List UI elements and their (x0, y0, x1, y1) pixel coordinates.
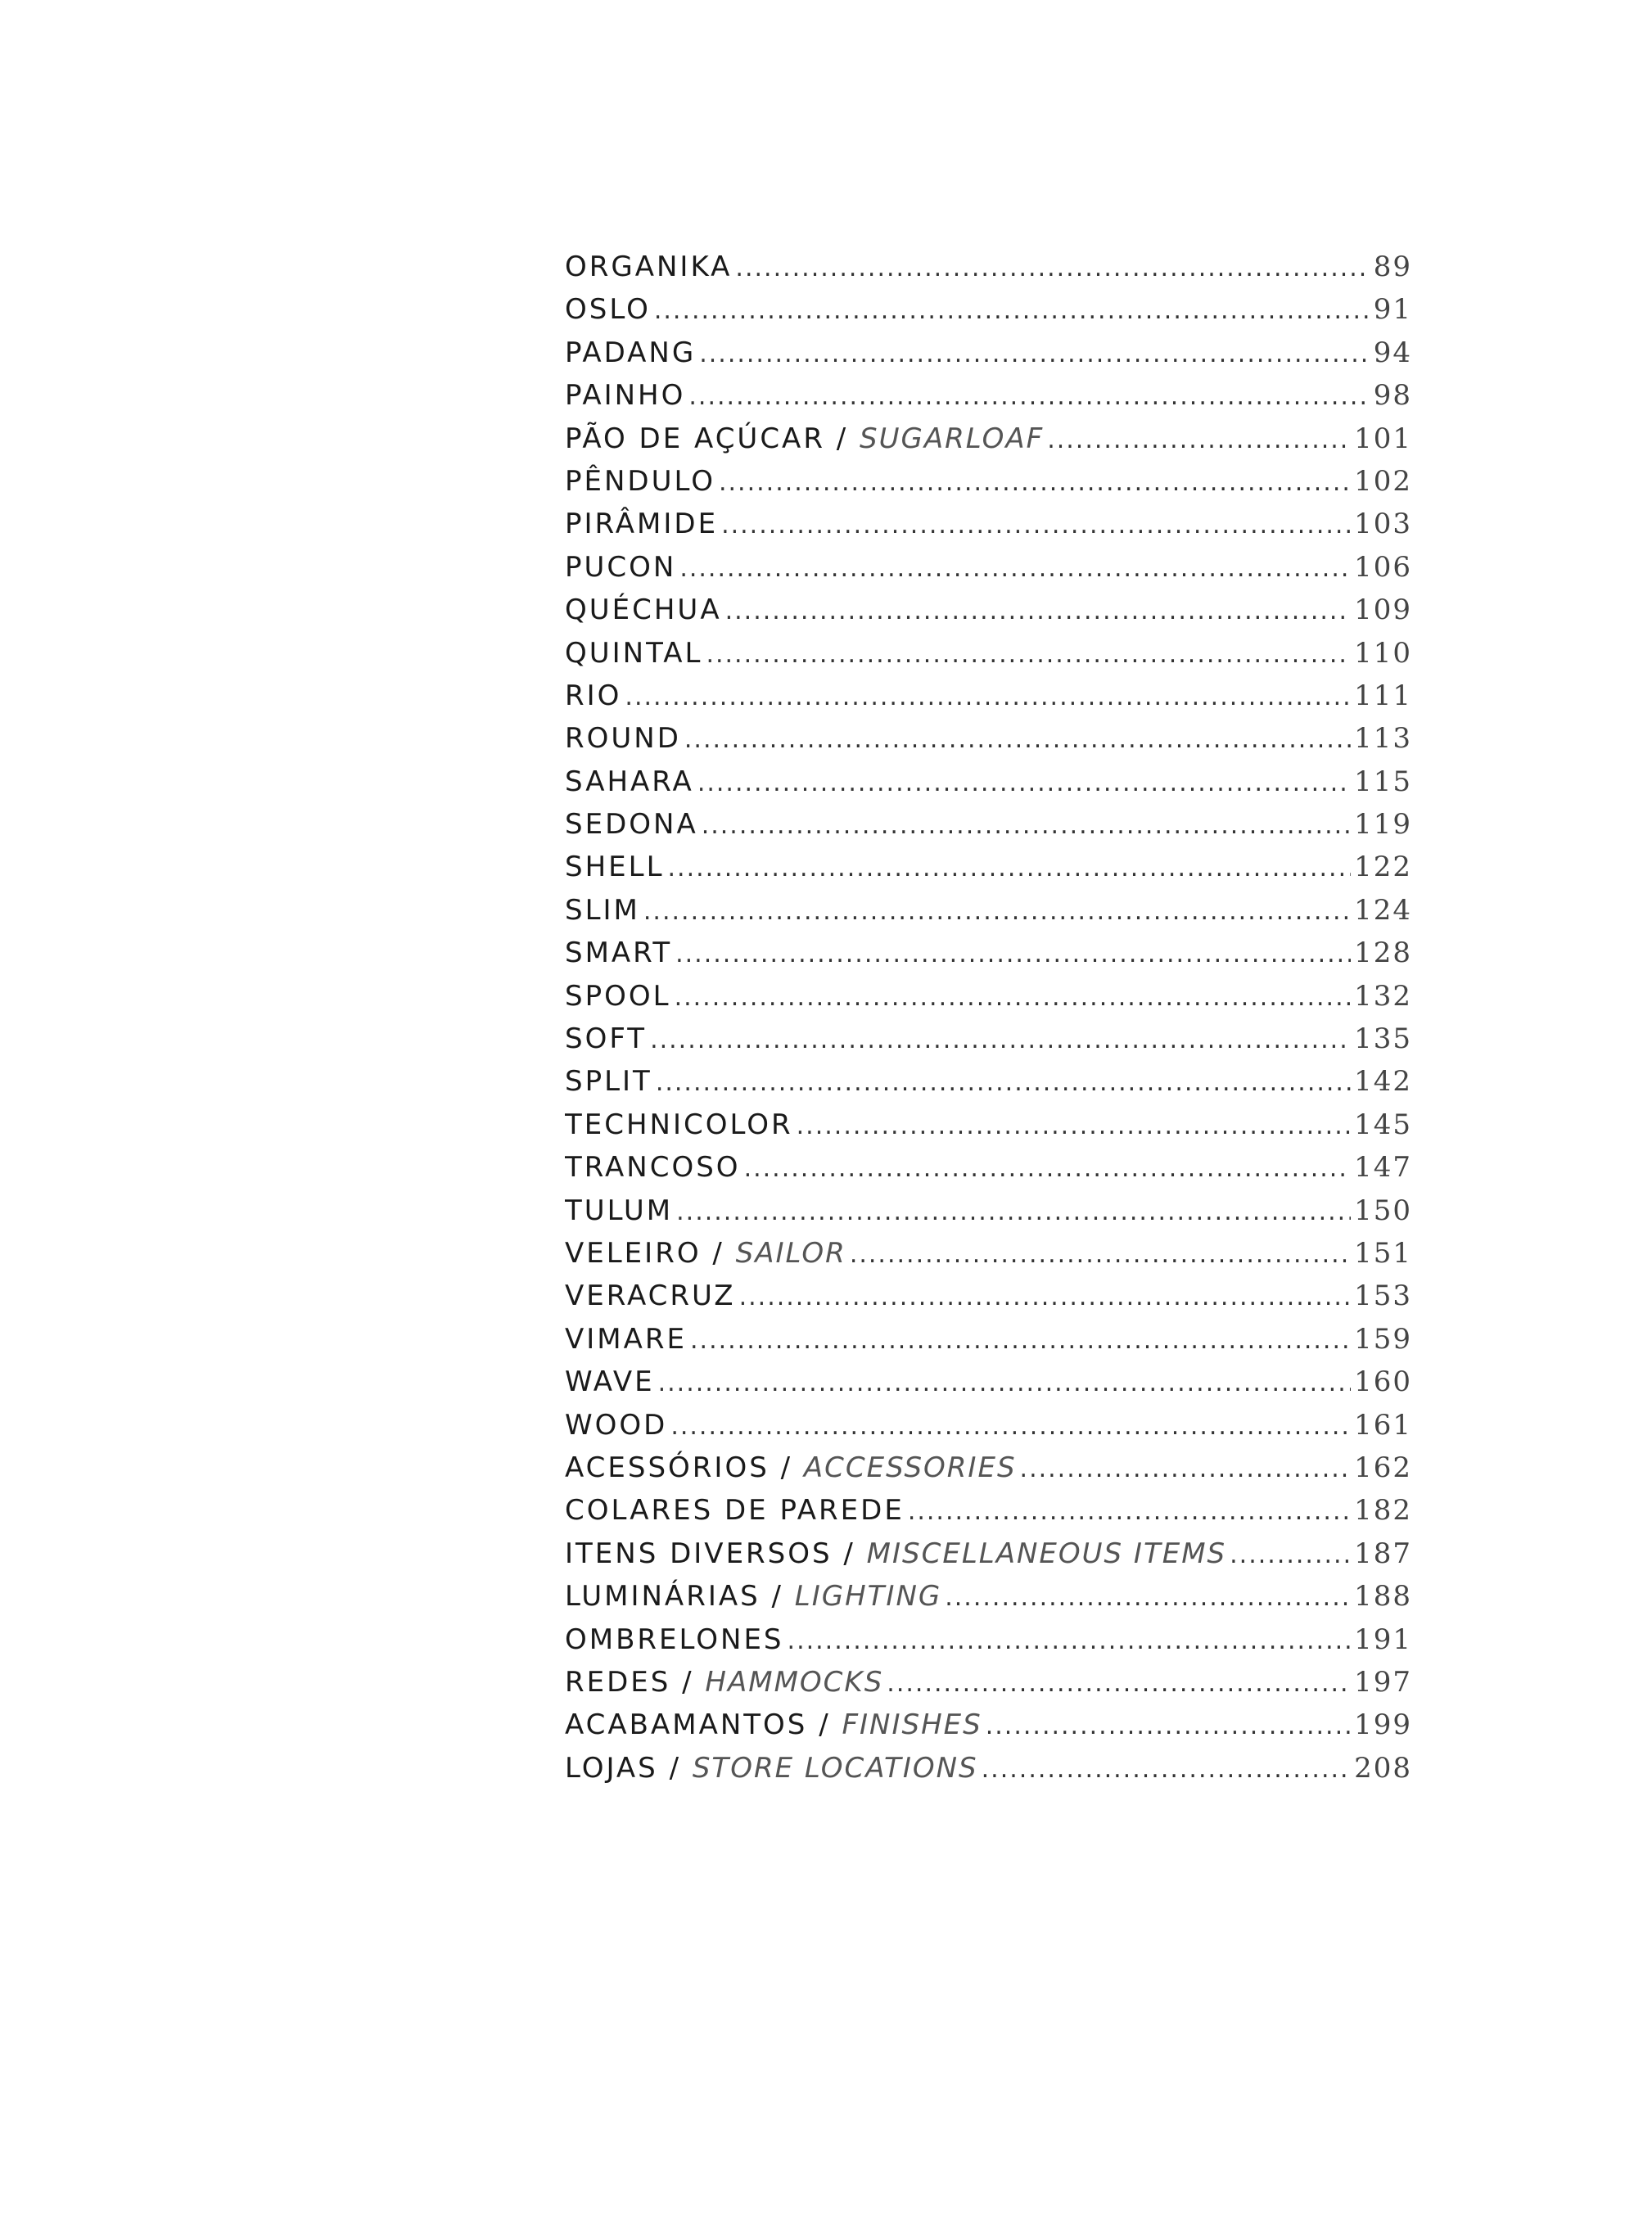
toc-entry[interactable] (565, 1404, 1412, 1446)
entry-page-number: 98 (1373, 379, 1412, 413)
entry-page-number: 94 (1373, 336, 1412, 369)
dot-leader (679, 548, 1351, 589)
entry-title (565, 1747, 978, 1789)
entry-title (565, 589, 722, 631)
entry-title-main: QUINTAL (565, 636, 703, 670)
toc-entry[interactable] (565, 1532, 1412, 1575)
toc-entry[interactable] (565, 1318, 1412, 1361)
entry-page-number: 106 (1354, 550, 1412, 584)
entry-title-main: VIMARE (565, 1322, 687, 1356)
entry-title (565, 1404, 667, 1446)
entry-title-main: SHELL (565, 851, 665, 884)
entry-title (565, 1103, 793, 1146)
dot-leader (684, 719, 1351, 760)
dot-leader (719, 462, 1351, 503)
entry-title-main: SPOOL (565, 979, 671, 1013)
entry-title-main: LOJAS / (565, 1751, 693, 1785)
toc-entry[interactable] (565, 589, 1412, 631)
entry-title (565, 1232, 846, 1275)
dot-leader (650, 1019, 1351, 1060)
entry-title-main: VERACRUZ (565, 1280, 736, 1313)
entry-title (565, 288, 651, 331)
dot-leader (788, 1620, 1352, 1661)
entry-title (565, 1489, 905, 1532)
toc-entry[interactable] (565, 846, 1412, 888)
entry-title (565, 1318, 687, 1361)
toc-entry[interactable] (565, 1103, 1412, 1146)
entry-title (565, 374, 685, 417)
toc-entry[interactable] (565, 1189, 1412, 1232)
toc-entry[interactable] (565, 1361, 1412, 1403)
dot-leader (850, 1234, 1351, 1275)
toc-entry[interactable] (565, 1489, 1412, 1532)
entry-title (565, 460, 715, 503)
entry-title (565, 889, 640, 932)
entry-title (565, 1575, 941, 1618)
entry-title-main: ITENS DIVERSOS / (565, 1537, 867, 1570)
entry-page-number: 150 (1354, 1194, 1412, 1227)
entry-title-main: WAVE (565, 1365, 655, 1399)
entry-subtitle: LIGHTING (794, 1580, 942, 1613)
entry-title-main: SPLIT (565, 1065, 652, 1099)
entry-title-main: SMART (565, 936, 673, 970)
entry-page-number: 113 (1354, 722, 1412, 756)
toc-entry[interactable] (565, 374, 1412, 417)
entry-page-number: 142 (1354, 1065, 1412, 1099)
entry-title-main: TULUM (565, 1194, 674, 1227)
entry-title (565, 1704, 982, 1746)
entry-page-number: 182 (1354, 1494, 1412, 1528)
entry-title (565, 1146, 741, 1189)
entry-page-number: 187 (1354, 1537, 1412, 1570)
dot-leader (656, 1062, 1351, 1103)
dot-leader (658, 1362, 1352, 1403)
entry-title-main: SEDONA (565, 808, 698, 842)
toc-entry[interactable] (565, 417, 1412, 460)
entry-page-number: 208 (1354, 1751, 1412, 1785)
entry-title-main: VELEIRO / (565, 1236, 736, 1270)
entry-page-number: 145 (1354, 1108, 1412, 1141)
entry-title (565, 1275, 736, 1317)
entry-page-number: 111 (1354, 679, 1412, 712)
dot-leader (697, 762, 1351, 803)
entry-title-main: QUÉCHUA (565, 593, 722, 627)
dot-leader (744, 1148, 1352, 1189)
entry-title (565, 246, 732, 288)
entry-title-main: LUMINÁRIAS / (565, 1580, 795, 1613)
entry-page-number: 159 (1354, 1322, 1412, 1356)
entry-title-main: PADANG (565, 336, 697, 369)
dot-leader (986, 1705, 1351, 1746)
dot-leader (670, 1406, 1351, 1446)
entry-page-number: 89 (1373, 250, 1412, 283)
toc-entry[interactable] (565, 1704, 1412, 1746)
toc-entry[interactable] (565, 1232, 1412, 1275)
entry-title (565, 675, 621, 717)
dot-leader (654, 290, 1370, 331)
toc-entry[interactable] (565, 332, 1412, 374)
table-of-contents (565, 246, 1412, 1789)
entry-page-number: 162 (1354, 1451, 1412, 1484)
entry-title-main: ACESSÓRIOS / (565, 1451, 804, 1484)
entry-page-number: 128 (1354, 936, 1412, 970)
entry-subtitle: FINISHES (842, 1708, 982, 1742)
entry-title-main: RIO (565, 679, 622, 712)
entry-title (565, 1618, 784, 1661)
toc-entry[interactable] (565, 1747, 1412, 1789)
toc-entry[interactable] (565, 1446, 1412, 1489)
entry-page-number: 188 (1354, 1580, 1412, 1613)
toc-entry[interactable] (565, 760, 1412, 803)
entry-title (565, 932, 672, 974)
entry-title-main: TRANCOSO (565, 1151, 741, 1185)
entry-title-main: OSLO (565, 293, 651, 327)
entry-page-number: 191 (1354, 1623, 1412, 1656)
toc-entry[interactable] (565, 1146, 1412, 1189)
entry-title (565, 632, 702, 675)
dot-leader (1020, 1448, 1352, 1489)
dot-leader (945, 1577, 1351, 1618)
dot-leader (908, 1491, 1351, 1532)
entry-page-number: 147 (1354, 1151, 1412, 1185)
entry-subtitle: SUGARLOAF (860, 422, 1045, 455)
dot-leader (735, 247, 1370, 288)
dot-leader (702, 805, 1351, 846)
toc-entry[interactable] (565, 675, 1412, 717)
entry-page-number: 103 (1354, 508, 1412, 541)
toc-entry[interactable] (565, 546, 1412, 589)
entry-title (565, 332, 696, 374)
toc-entry[interactable] (565, 460, 1412, 503)
dot-leader (676, 1191, 1351, 1232)
dot-leader (1230, 1534, 1351, 1575)
dot-leader (643, 891, 1351, 932)
entry-title-main: SLIM (565, 893, 640, 927)
dot-leader (982, 1749, 1351, 1789)
dot-leader (675, 933, 1351, 974)
toc-entry[interactable] (565, 1275, 1412, 1317)
toc-entry[interactable] (565, 975, 1412, 1018)
entry-subtitle: ACCESSORIES (803, 1451, 1017, 1484)
toc-entry[interactable] (565, 717, 1412, 760)
entry-page-number: 110 (1354, 636, 1412, 670)
entry-page-number: 109 (1354, 593, 1412, 627)
entry-subtitle: SAILOR (735, 1236, 846, 1270)
entry-title (565, 1532, 1226, 1575)
entry-title-main: COLARES DE PAREDE (565, 1494, 905, 1528)
dot-leader (797, 1105, 1351, 1146)
entry-subtitle: MISCELLANEOUS ITEMS (866, 1537, 1227, 1570)
entry-page-number: 197 (1354, 1665, 1412, 1699)
entry-title-main: WOOD (565, 1408, 668, 1442)
toc-entry[interactable] (565, 1018, 1412, 1060)
entry-title (565, 1018, 647, 1060)
entry-title (565, 503, 718, 545)
toc-entry[interactable] (565, 288, 1412, 331)
entry-page-number: 91 (1373, 293, 1412, 327)
entry-title (565, 846, 665, 888)
dot-leader (887, 1663, 1351, 1704)
dot-leader (675, 977, 1352, 1018)
entry-page-number: 153 (1354, 1280, 1412, 1313)
toc-entry[interactable] (565, 503, 1412, 545)
entry-title (565, 760, 694, 803)
entry-title (565, 417, 1044, 460)
entry-title-main: OMBRELONES (565, 1623, 784, 1656)
entry-subtitle: HAMMOCKS (705, 1665, 884, 1699)
toc-entry[interactable] (565, 803, 1412, 846)
entry-title (565, 546, 676, 589)
entry-title-main: ACABAMANTOS / (565, 1708, 842, 1742)
dot-leader (706, 634, 1351, 675)
entry-title (565, 803, 698, 846)
entry-title (565, 717, 681, 760)
toc-entry[interactable] (565, 1060, 1412, 1103)
dot-leader (725, 590, 1352, 631)
entry-title (565, 1060, 652, 1103)
dot-leader (688, 376, 1370, 417)
entry-title-main: PIRÂMIDE (565, 508, 719, 541)
entry-title-main: REDES / (565, 1665, 706, 1699)
toc-entry[interactable] (565, 1575, 1412, 1618)
dot-leader (721, 504, 1351, 545)
entry-title (565, 1189, 673, 1232)
entry-page-number: 102 (1354, 464, 1412, 498)
entry-page-number: 199 (1354, 1708, 1412, 1742)
entry-title-main: TECHNICOLOR (565, 1108, 793, 1141)
entry-page-number: 122 (1354, 851, 1412, 884)
entry-title-main: ORGANIKA (565, 250, 733, 283)
entry-title-main: SOFT (565, 1022, 648, 1056)
toc-entry[interactable] (565, 1618, 1412, 1661)
entry-page-number: 101 (1354, 422, 1412, 455)
entry-page-number: 119 (1354, 808, 1412, 842)
toc-entry[interactable] (565, 889, 1412, 932)
dot-leader (739, 1276, 1352, 1317)
entry-page-number: 151 (1354, 1236, 1412, 1270)
entry-page-number: 160 (1354, 1365, 1412, 1399)
entry-title-main: PUCON (565, 550, 677, 584)
entry-subtitle: STORE LOCATIONS (692, 1751, 978, 1785)
entry-title-main: PÃO DE AÇÚCAR / (565, 422, 860, 455)
entry-title-main: PÊNDULO (565, 464, 715, 498)
entry-title-main: SAHARA (565, 765, 694, 798)
dot-leader (625, 676, 1351, 717)
entry-page-number: 132 (1354, 979, 1412, 1013)
entry-page-number: 135 (1354, 1022, 1412, 1056)
dot-leader (668, 847, 1352, 888)
entry-page-number: 115 (1354, 765, 1412, 798)
toc-entry[interactable] (565, 932, 1412, 974)
entry-title (565, 1446, 1017, 1489)
dot-leader (690, 1320, 1351, 1361)
entry-title (565, 975, 671, 1018)
toc-entry[interactable] (565, 632, 1412, 675)
toc-entry[interactable] (565, 246, 1412, 288)
entry-page-number: 124 (1354, 893, 1412, 927)
entry-title (565, 1661, 883, 1704)
entry-title-main: PAINHO (565, 379, 686, 413)
entry-title (565, 1361, 655, 1403)
toc-entry[interactable] (565, 1661, 1412, 1704)
dot-leader (1047, 419, 1351, 460)
entry-page-number: 161 (1354, 1408, 1412, 1442)
dot-leader (699, 333, 1370, 374)
entry-title-main: ROUND (565, 722, 681, 756)
